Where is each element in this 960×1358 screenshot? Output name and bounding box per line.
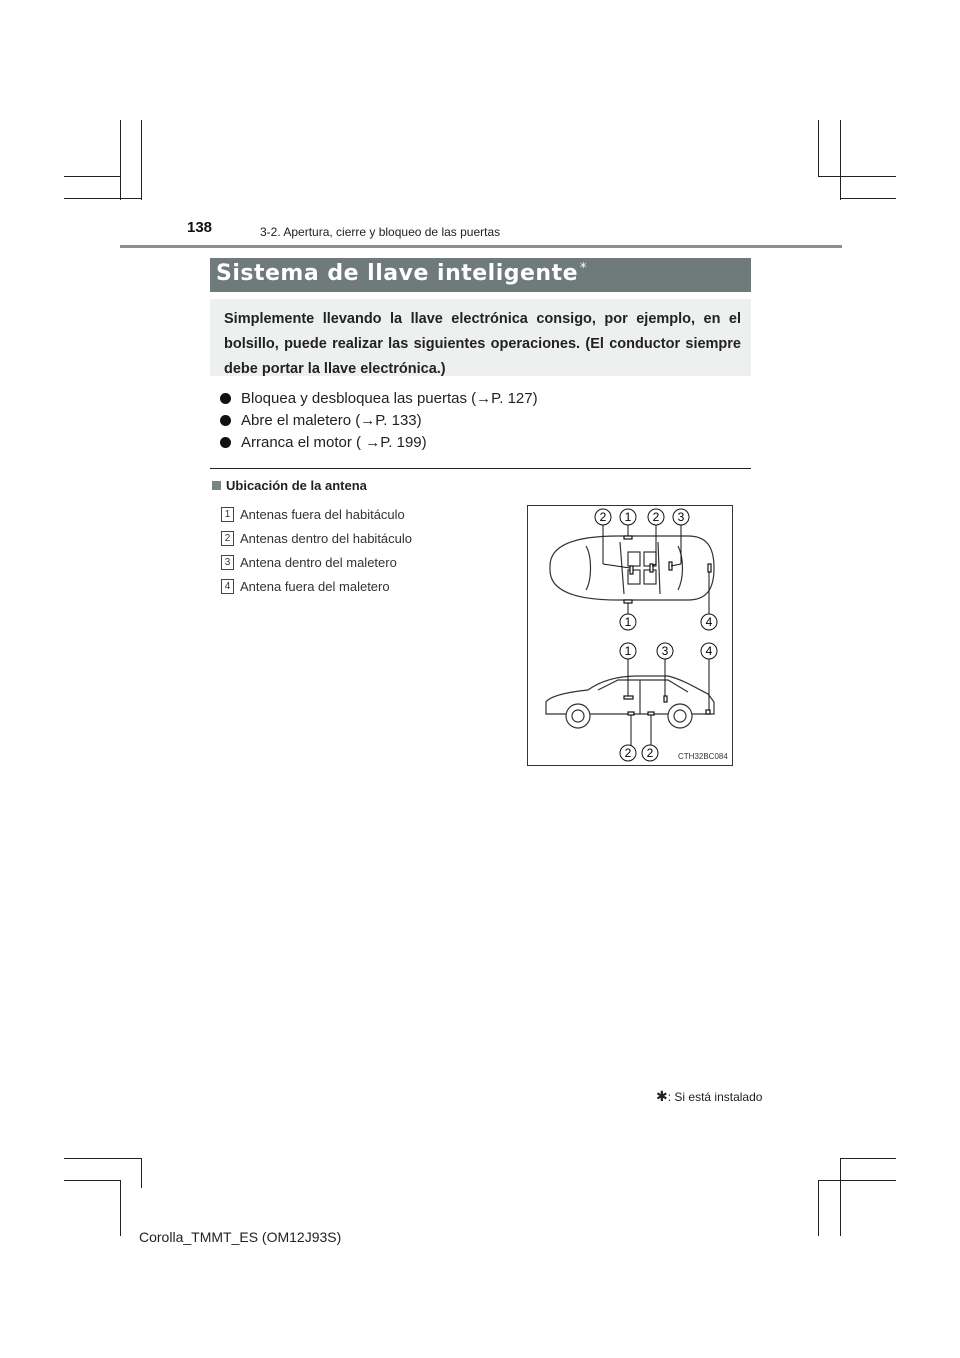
- callouts-side: [620, 643, 717, 761]
- list-item: [220, 409, 538, 431]
- title-bar: [210, 258, 751, 292]
- crop-mark: [840, 198, 896, 199]
- callout-label: 4: [705, 644, 713, 658]
- callout-label: 1: [624, 510, 632, 524]
- bullet-list: [220, 387, 538, 453]
- callout-label: 2: [624, 746, 632, 760]
- bullet-text: Bloquea y desbloquea las puertas (→P. 127): [241, 389, 538, 407]
- page-number: 138: [187, 219, 213, 236]
- callout-label: 2: [599, 510, 607, 524]
- callout-label: 3: [661, 644, 669, 658]
- page-title: [216, 261, 587, 286]
- antenna-marks-side: [624, 696, 710, 715]
- bullet-icon: [220, 415, 231, 426]
- page-title-text: Sistema de llave inteligente: [216, 261, 579, 286]
- legend-text: Antenas dentro del habitáculo: [240, 530, 413, 546]
- callout-label: 4: [705, 615, 713, 629]
- intro-box: [210, 299, 751, 376]
- crop-mark: [840, 120, 841, 200]
- figure-code: CTH32BC084: [678, 752, 728, 761]
- callout-label: 2: [646, 746, 654, 760]
- subsection-heading-text: Ubicación de la antena: [226, 478, 367, 493]
- footer-text: Corolla_TMMT_ES (OM12J93S): [139, 1229, 342, 1245]
- crop-mark: [64, 176, 120, 177]
- antenna-diagram: [527, 505, 733, 766]
- crop-mark: [818, 176, 896, 177]
- square-bullet-icon: [212, 481, 221, 490]
- car-side-view: [546, 676, 714, 728]
- callout-label: 1: [624, 615, 632, 629]
- callout-label: 3: [677, 510, 685, 524]
- crop-mark: [840, 1158, 896, 1159]
- legend-number: 4: [221, 579, 234, 594]
- title-star: *: [580, 261, 588, 276]
- crop-mark: [840, 1158, 841, 1236]
- footnote: [656, 1088, 762, 1105]
- legend-number: 2: [221, 531, 234, 546]
- legend-text: Antenas fuera del habitáculo: [240, 506, 405, 522]
- crop-mark: [64, 198, 141, 199]
- crop-mark: [64, 1180, 120, 1181]
- antenna-diagram-svg: [528, 506, 732, 765]
- bullet-text: Arranca el motor ( →P. 199): [241, 433, 427, 451]
- legend-number: 1: [221, 507, 234, 522]
- crop-mark: [120, 1180, 121, 1236]
- crop-mark: [818, 1180, 896, 1181]
- asterisk-icon: ✱: [656, 1088, 668, 1104]
- crop-mark: [141, 120, 142, 200]
- crop-mark: [818, 1180, 819, 1236]
- legend-number: 3: [221, 555, 234, 570]
- callout-label: 2: [652, 510, 660, 524]
- bullet-icon: [220, 393, 231, 404]
- crop-mark: [120, 120, 121, 200]
- section-title: 3-2. Apertura, cierre y bloqueo de las puertas: [260, 225, 501, 239]
- crop-mark: [64, 1158, 141, 1159]
- header-rule: [120, 245, 842, 248]
- legend-text: Antena fuera del maletero: [240, 578, 390, 594]
- footnote-text: : Si está instalado: [667, 1090, 763, 1104]
- antenna-legend: [221, 502, 412, 598]
- legend-text: Antena dentro del maletero: [240, 554, 397, 570]
- legend-item: [221, 574, 412, 598]
- divider: [210, 468, 751, 469]
- crop-mark: [141, 1158, 142, 1188]
- crop-mark: [818, 120, 819, 176]
- list-item: [220, 387, 538, 409]
- legend-item: [221, 526, 412, 550]
- bullet-icon: [220, 437, 231, 448]
- callout-label: 1: [624, 644, 632, 658]
- subsection-heading: [212, 478, 367, 493]
- legend-item: [221, 502, 412, 526]
- list-item: [220, 431, 538, 453]
- bullet-text: Abre el maletero (→P. 133): [241, 411, 422, 429]
- legend-item: [221, 550, 412, 574]
- intro-text: Simplemente llevando la llave electrónica consigo, por ejemplo, en el bolsillo, puede realizar las siguientes operaciones. (El conductor siempre debe portar la llave electrónica.): [224, 311, 741, 377]
